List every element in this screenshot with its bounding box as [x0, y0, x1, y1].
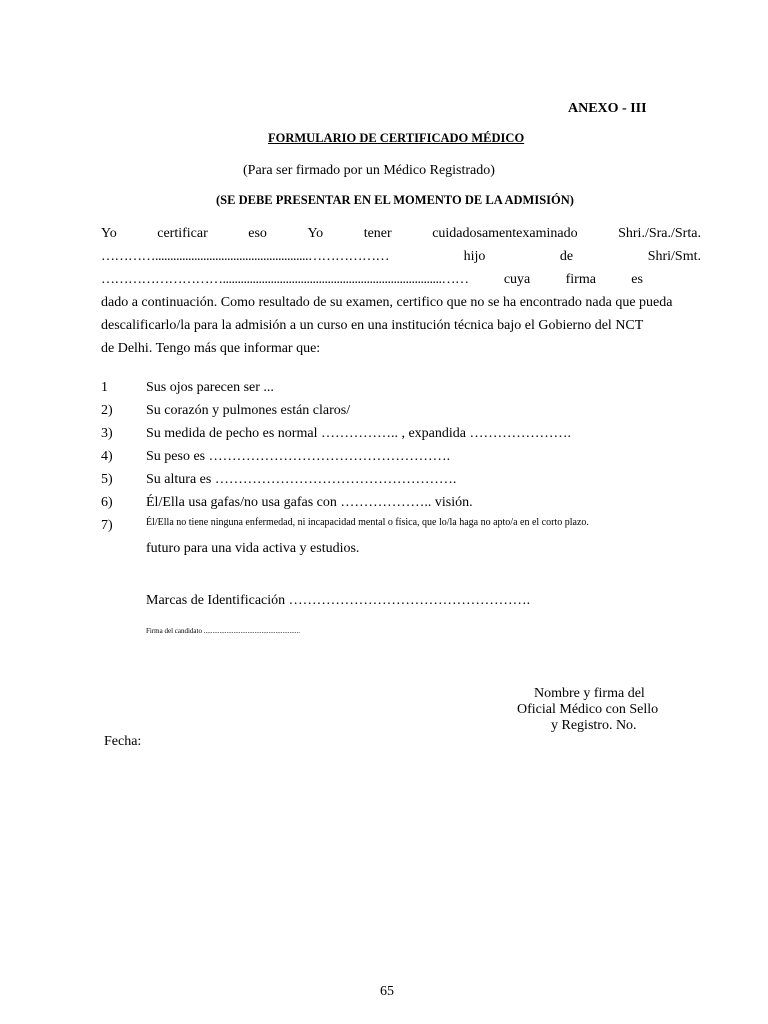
blank-parent-name: ……………………….........................................................................…… [101, 272, 469, 287]
certification-line-1 [101, 226, 701, 242]
item-number: 4) [101, 449, 113, 464]
word: cuya [503, 272, 531, 287]
word: hijo [463, 249, 486, 264]
item-text: Él/Ella no tiene ninguna enfermedad, ni incapacidad mental o física, que lo/la haga no apto/a en el corto plazo. [146, 517, 589, 528]
certification-line-3 [101, 272, 643, 288]
word: cuidadosamentexaminado [432, 226, 578, 241]
item-number: 5) [101, 472, 113, 487]
item-number: 7) [101, 518, 113, 533]
certification-line-4: dado a continuación. Como resultado de su examen, certifico que no se ha encontrado nada que pueda [101, 295, 673, 310]
item-text: Él/Ella usa gafas/no usa gafas con ……………….. visión. [146, 495, 473, 510]
blank-candidate-name: …………...................................................……………… [101, 249, 389, 264]
certification-line-2 [101, 249, 701, 265]
item-number: 1 [101, 380, 108, 395]
item-text: Su corazón y pulmones están claros/ [146, 403, 351, 418]
word: tener [363, 226, 392, 241]
item-continuation: futuro para una vida activa y estudios. [146, 541, 360, 556]
annex-label: ANEXO - III [568, 101, 647, 116]
certification-line-6: de Delhi. Tengo más que informar que: [101, 341, 321, 356]
item-number: 2) [101, 403, 113, 418]
officer-line-2: Oficial Médico con Sello [517, 702, 659, 717]
form-title: FORMULARIO DE CERTIFICADO MÉDICO [268, 131, 525, 145]
admission-note: (SE DEBE PRESENTAR EN EL MOMENTO DE LA ADMISIÓN) [216, 193, 574, 207]
word: de [559, 249, 574, 264]
word: Shri./Sra./Srta. [618, 226, 701, 241]
identification-marks: Marcas de Identificación ……………………………………………. [146, 593, 531, 608]
word: es [631, 272, 643, 287]
officer-line-1: Nombre y firma del [534, 686, 645, 701]
word: certificar [157, 226, 208, 241]
word: Yo [307, 226, 324, 241]
item-number: 6) [101, 495, 113, 510]
item-text: Su medida de pecho es normal …………….. , expandida …………………. [146, 426, 571, 441]
form-subtitle: (Para ser firmado por un Médico Registrado) [243, 163, 495, 178]
word: firma [565, 272, 596, 287]
officer-line-3: y Registro. No. [551, 718, 637, 733]
word: eso [248, 226, 267, 241]
certification-line-5: descalificarlo/la para la admisión a un curso en una institución técnica bajo el Gobierno del NCT [101, 318, 644, 333]
item-text: Su peso es ……………………………………………. [146, 449, 451, 464]
item-text: Su altura es ……………………………………………. [146, 472, 457, 487]
date-label: Fecha: [104, 734, 142, 749]
item-number: 3) [101, 426, 113, 441]
candidate-signature-line: Firma del candidato ....................................................... [146, 627, 300, 635]
word: Shri/Smt. [647, 249, 701, 264]
item-text: Sus ojos parecen ser ... [146, 380, 274, 395]
page-number: 65 [380, 984, 394, 999]
word: Yo [101, 226, 117, 241]
